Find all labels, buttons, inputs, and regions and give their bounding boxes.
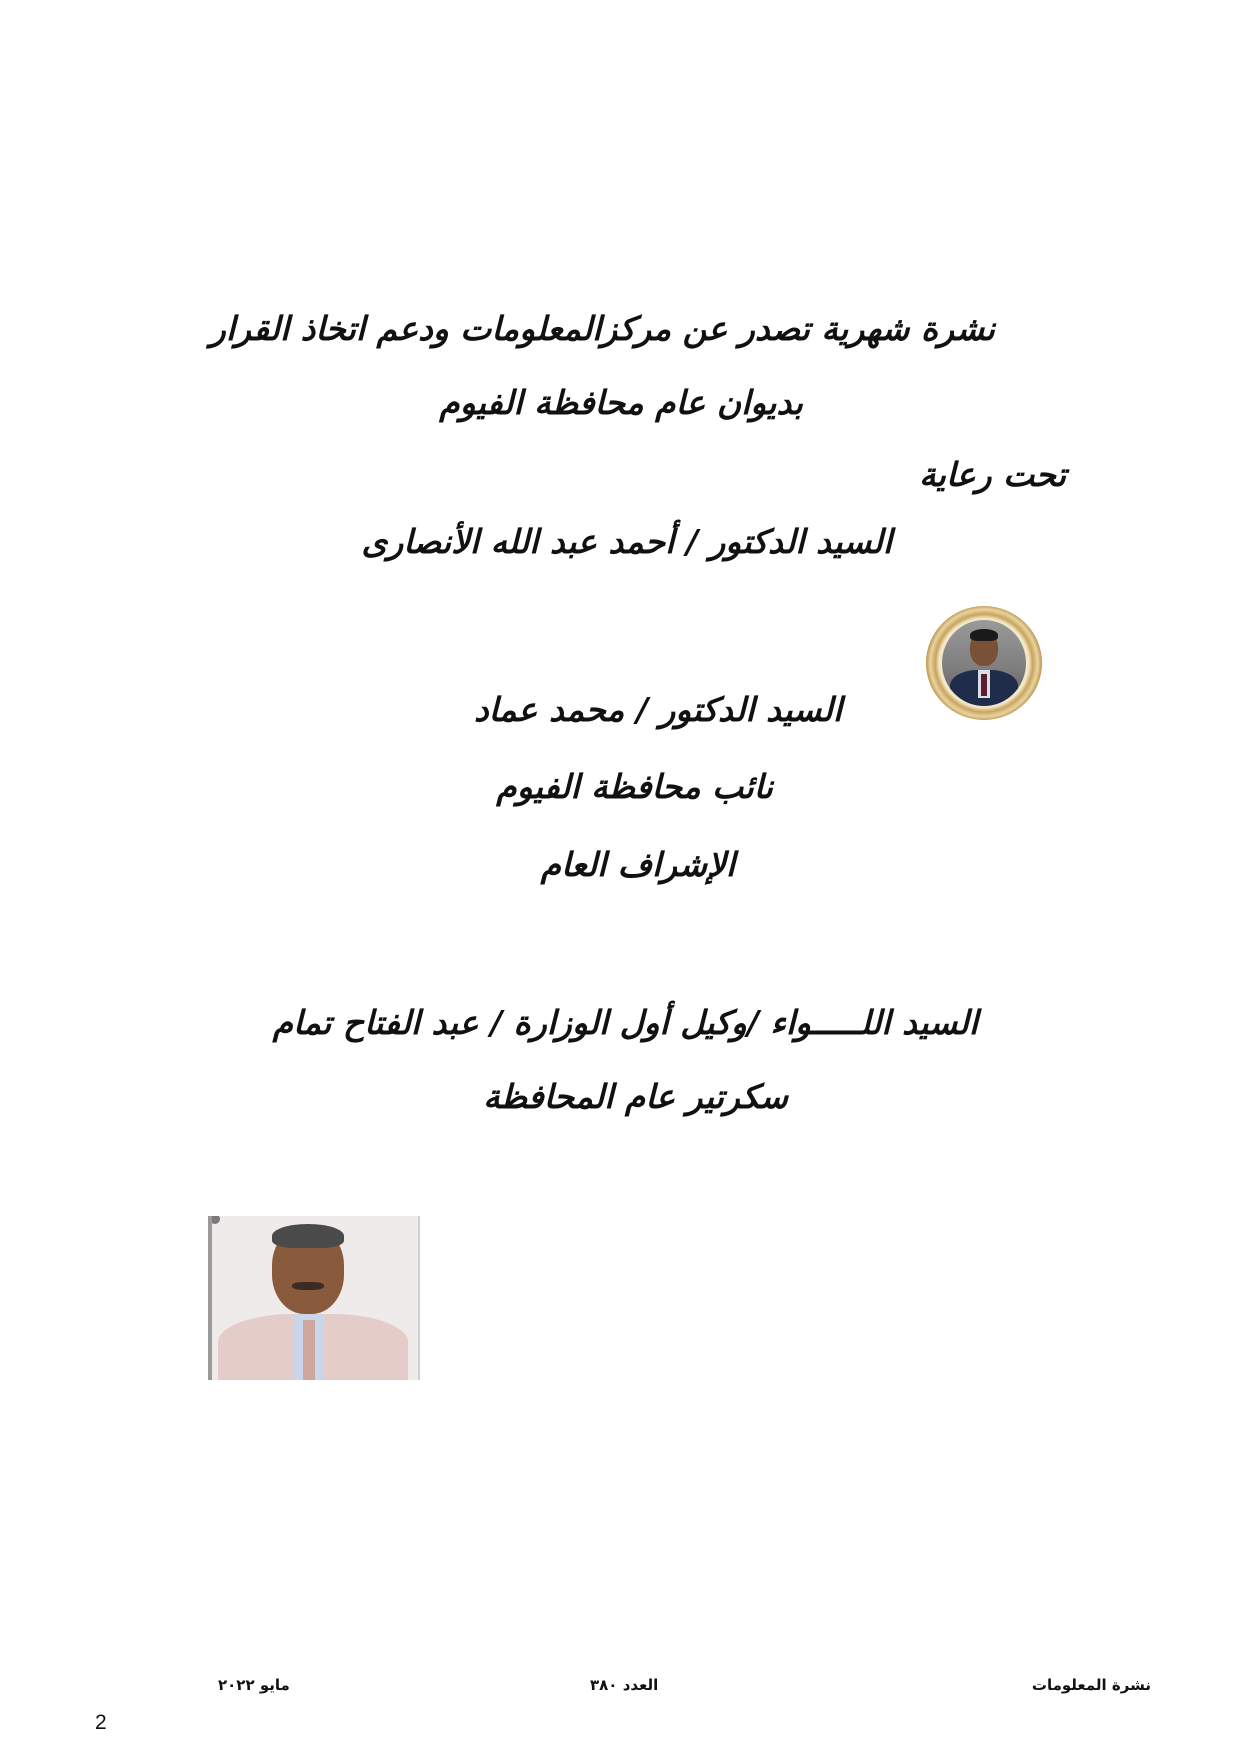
deputy-photo-hair — [970, 629, 998, 641]
photo-pin-icon — [210, 1216, 220, 1224]
deputy-photo-tie — [981, 674, 987, 696]
footer-date: مايو ٢٠٢٢ — [218, 1676, 290, 1694]
patron-name: السيد الدكتور / أحمد عبد الله الأنصارى — [361, 522, 892, 561]
deputy-title: نائب محافظة الفيوم — [496, 767, 773, 806]
patronage-label: تحت رعاية — [919, 455, 1066, 494]
deputy-photo — [926, 606, 1042, 720]
supervision-role: الإشراف العام — [540, 845, 735, 884]
secretary-name: السيد اللـــــواء /وكيل أول الوزارة / عبد الفتاح تمام — [272, 1003, 978, 1042]
secretary-photo-hair — [272, 1224, 344, 1248]
bulletin-subheading: بديوان عام محافظة الفيوم — [439, 383, 803, 422]
footer-issue: العدد ٣٨٠ — [590, 1676, 659, 1694]
footer-publication: نشرة المعلومات — [1031, 1676, 1151, 1694]
deputy-name: السيد الدكتور / محمد عماد — [473, 690, 842, 729]
secretary-photo-moustache — [292, 1282, 324, 1290]
deputy-photo-portrait — [942, 620, 1026, 706]
page-number: 2 — [95, 1711, 107, 1734]
secretary-photo — [208, 1216, 420, 1380]
bulletin-heading: نشرة شهرية تصدر عن مركزالمعلومات ودعم اتخاذ القرار — [209, 309, 995, 348]
secretary-title: سكرتير عام المحافظة — [483, 1077, 788, 1116]
secretary-photo-tie — [303, 1320, 315, 1380]
